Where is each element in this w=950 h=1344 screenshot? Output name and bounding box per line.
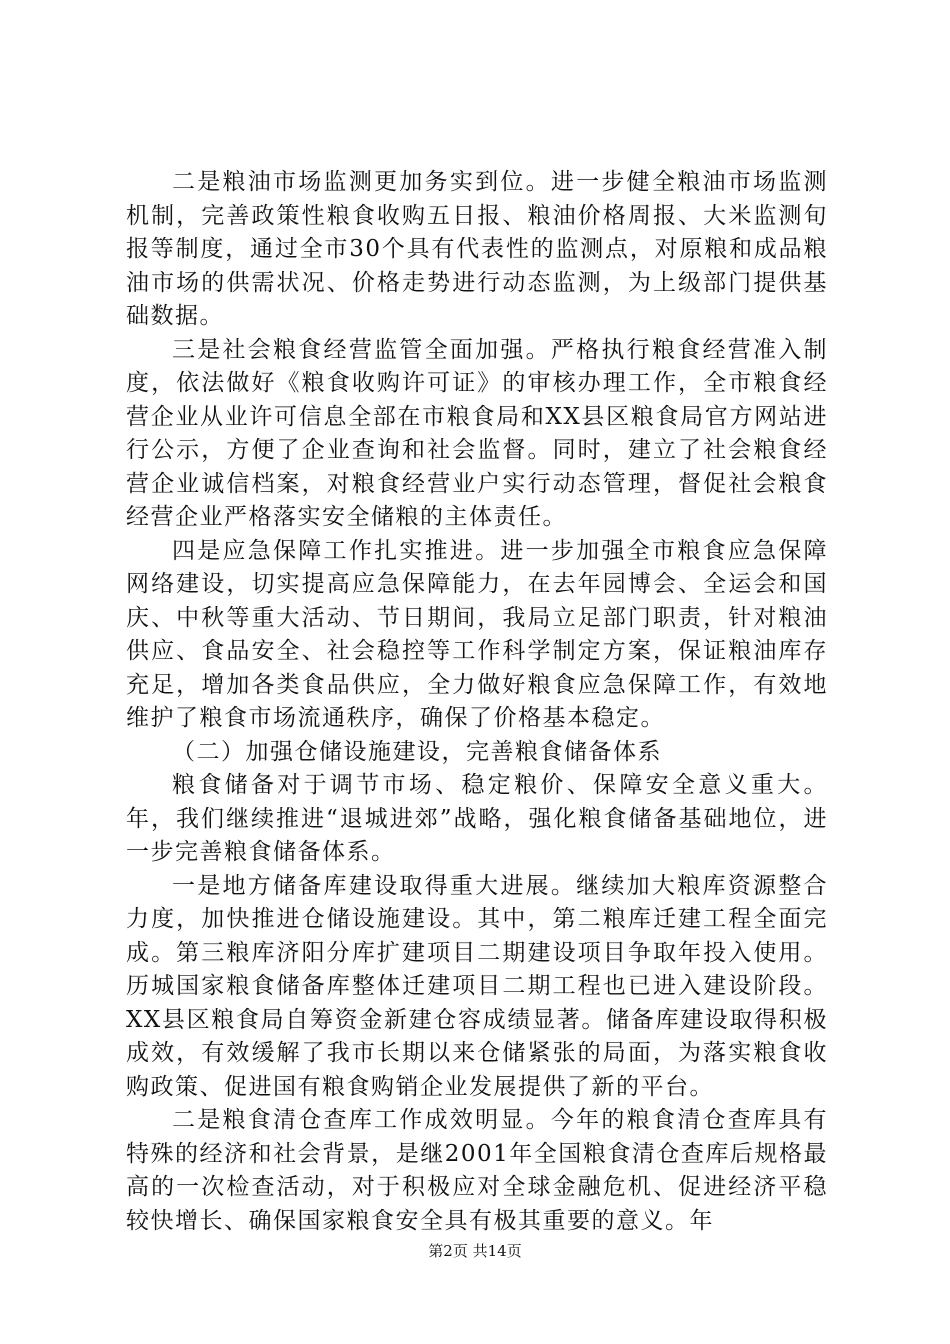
body-text <box>126 166 828 1238</box>
paragraph-emergency-support: 四是应急保障工作扎实推进。进一步加强全市粮食应急保障网络建设，切实提高应急保障能力，在去年园博会、全运会和国庆、中秋等重大活动、节日期间，我局立足部门职责，针对粮油供应、食品安全、社会稳控等工作科学制定方案，保证粮油库存充足，增加各类食品供应，全力做好粮食应急保障工作，有效地维护了粮食市场流通秩序，确保了价格基本稳定。 <box>126 537 828 731</box>
paragraph-warehouse-inspection: 二是粮食清仓查库工作成效明显。今年的粮食清仓查库具有特殊的经济和社会背景，是继2001年全国粮食清仓查库后规格最高的一次检查活动，对于积极应对全球金融危机、促进经济平稳较快增长、确保国家粮食安全具有极其重要的意义。年 <box>126 1107 828 1234</box>
paragraph-grain-supervision: 三是社会粮食经营监管全面加强。严格执行粮食经营准入制度，依法做好《粮食收购许可证》的审核办理工作，全市粮食经营企业从业许可信息全部在市粮食局和XX县区粮食局官方网站进行公示，方便了企业查询和社会监督。同时，建立了社会粮食经营企业诚信档案，对粮食经营业户实行动态管理，督促社会粮食经营企业严格落实安全储粮的主体责任。 <box>126 336 828 530</box>
section-heading-storage: （二）加强仓储设施建设，完善粮食储备体系 <box>172 738 662 765</box>
paragraph-grain-reserve: 粮食储备对于调节市场、稳定粮价、保障安全意义重大。年，我们继续推进“退城进郊”战略，强化粮食储备基础地位，进一步完善粮食储备体系。 <box>126 772 828 865</box>
paragraph-reserve-depot: 一是地方储备库建设取得重大进展。继续加大粮库资源整合力度，加快推进仓储设施建设。其中，第二粮库迁建工程全面完成。第三粮库济阳分库扩建项目二期建设项目争取年投入使用。历城国家粮食储备库整体迁建项目二期工程也已进入建设阶段。XX县区粮食局自筹资金新建仓容成绩显著。储备库建设取得积极成效，有效缓解了我市长期以来仓储紧张的局面，为落实粮食收购政策、促进国有粮食购销企业发展提供了新的平台。 <box>126 872 828 1100</box>
paragraph-market-monitoring: 二是粮油市场监测更加务实到位。进一步健全粮油市场监测机制，完善政策性粮食收购五日报、粮油价格周报、大米监测旬报等制度，通过全市30个具有代表性的监测点，对原粮和成品粮油市场的供需状况、价格走势进行动态监测，为上级部门提供基础数据。 <box>126 169 828 329</box>
page-number: 第2页 共14页 <box>428 1242 522 1260</box>
page-footer <box>0 1240 950 1261</box>
